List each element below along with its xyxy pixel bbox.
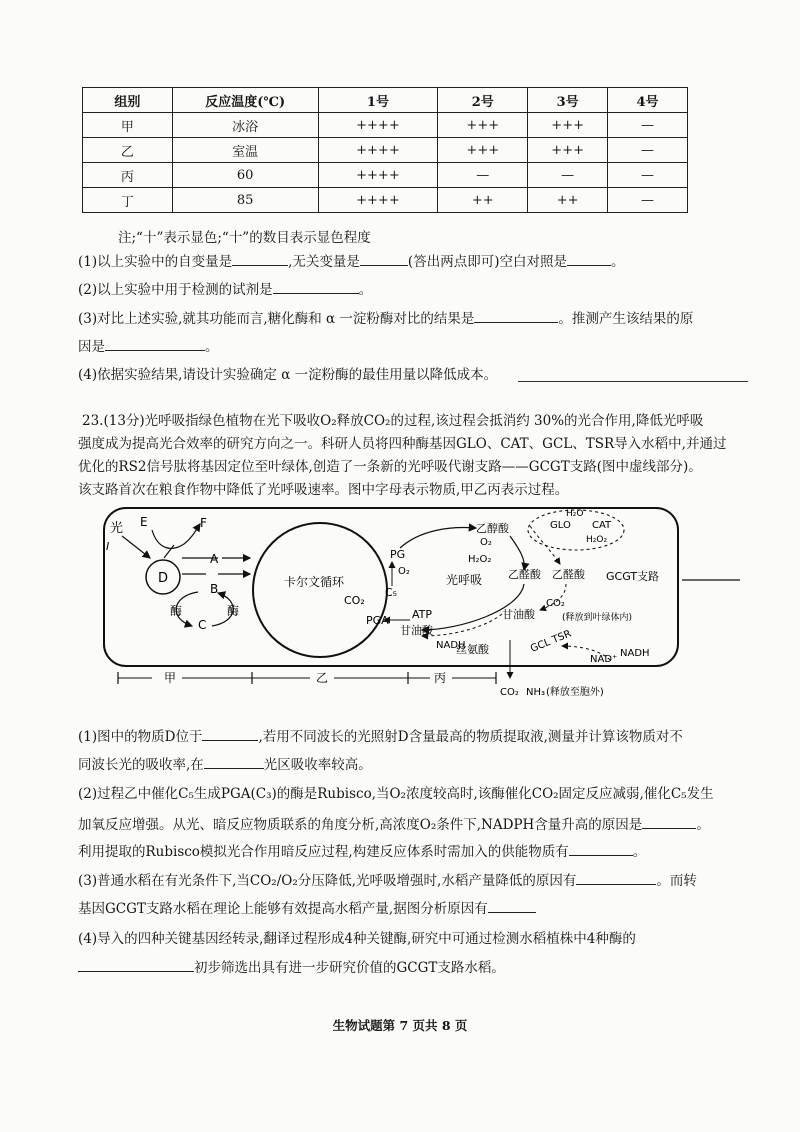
dashed-arrow xyxy=(530,526,560,564)
table-header-cell: 2号 xyxy=(438,88,528,113)
punct: 。 xyxy=(205,339,219,355)
table-cell: +++ xyxy=(528,138,608,163)
table-cell: ++++ xyxy=(318,188,438,213)
nadh-left: NADH xyxy=(436,640,466,651)
q22-item-2-text: (2)以上实验中用于检测的试剂是 xyxy=(78,282,273,298)
table-cell: 丙 xyxy=(83,163,173,188)
o2-top: O₂ xyxy=(480,537,492,548)
q23-item-3-text: (3)普通水稻在有光条件下,当CO₂/O₂分压降低,光呼吸增强时,水稻产量降低的原因有 xyxy=(78,873,577,889)
light-label: 光 xyxy=(110,521,124,536)
table-cell: — xyxy=(528,163,608,188)
calvin-cycle-circle xyxy=(253,523,387,657)
q23-item-2-text: 利用提取的Rubisco模拟光合作用暗反应过程,构建反应体系时需加入的供能物质有 xyxy=(78,844,569,860)
q22-item-3-cont xyxy=(78,337,219,356)
punct: 。 xyxy=(696,817,710,833)
enzyme-left: 酶 xyxy=(170,604,183,618)
h2o2-top: H₂O₂ xyxy=(586,535,608,545)
release-out: (释放至胞外) xyxy=(546,687,604,698)
q22-item-1-text-c: (答出两点即可)空白对照是 xyxy=(407,254,567,270)
q22-item-3-text-c: 因是 xyxy=(78,339,105,355)
substance-a: A xyxy=(210,552,219,566)
punct: 。 xyxy=(632,844,647,860)
q23-item-1 xyxy=(78,727,683,746)
glo-label: GLO xyxy=(550,520,571,531)
answer-blank[interactable] xyxy=(204,755,264,769)
table-cell: — xyxy=(608,188,688,213)
table-cell: — xyxy=(608,163,688,188)
table-header-cell: 1号 xyxy=(318,88,438,113)
light-arrow xyxy=(122,536,150,558)
substance-f: F xyxy=(200,516,207,530)
q23-intro-line: 23.(13分)光呼吸指绿色植物在光下吸收O₂释放CO₂的过程,该过程会抵消约 30%的光合作用,降低光呼吸 xyxy=(82,413,704,429)
process-bing: 丙 xyxy=(434,671,447,685)
cat-label: CAT xyxy=(592,520,612,531)
table-cell: 乙 xyxy=(83,138,173,163)
q23-item-3-text-b: 。而转 xyxy=(656,873,697,889)
calvin-cycle-label: 卡尔文循环 xyxy=(284,575,345,589)
co2-mid: CO₂ xyxy=(546,598,565,609)
answer-blank[interactable] xyxy=(202,727,258,741)
co2-calvin: CO₂ xyxy=(344,594,365,607)
answer-blank[interactable] xyxy=(105,337,205,351)
pga-label: PGA xyxy=(366,614,389,627)
atp-label: ATP xyxy=(412,608,433,621)
q23-intro-line: 优化的RS2信号肽将基因定位至叶绿体,创造了一条新的光呼吸代谢支路——GCGT支路(图中虚线部分)。 xyxy=(78,459,702,475)
results-table xyxy=(82,87,688,213)
nad-label: NAD⁺ xyxy=(590,654,618,665)
answer-blank[interactable] xyxy=(273,280,359,294)
table-header-cell: 反应温度(℃) xyxy=(172,88,318,113)
branch-note: (释放到叶绿体内) xyxy=(562,613,633,623)
answer-blank[interactable] xyxy=(474,309,558,323)
q23-item-3-line-1 xyxy=(78,871,697,890)
serine-label: 丝氨酸 xyxy=(456,643,489,656)
table-cell: 甲 xyxy=(83,113,173,138)
e-to-f-arrow xyxy=(152,524,200,548)
q22-item-1 xyxy=(78,252,624,271)
pg-to-glycolate-arrow xyxy=(400,528,476,548)
q23-item-3-line-2 xyxy=(78,899,536,918)
table-row xyxy=(83,113,688,138)
table-row xyxy=(83,138,688,163)
table-header-cell: 组别 xyxy=(83,88,173,113)
q23-item-1-text-b: ,若用不同波长的光照射D含量最高的物质提取液,测量并计算该物质对不 xyxy=(258,729,683,745)
table-cell: ++ xyxy=(528,188,608,213)
answer-blank[interactable] xyxy=(642,815,696,829)
q23-item-1-text-a: (1)图中的物质D位于 xyxy=(78,729,203,745)
enzyme-right: 酶 xyxy=(227,604,240,618)
table-header-row xyxy=(83,88,688,113)
glyoxylate-right: 乙醛酸 xyxy=(552,568,585,581)
co2-bottom: CO₂ xyxy=(500,687,519,698)
glycerate-left: 甘油酸 xyxy=(400,624,433,637)
q22-item-3-text-a: (3)对比上述实验,就其功能而言,糖化酶和 α 一淀粉酶对比的结果是 xyxy=(78,311,475,327)
q23-item-1-text-c: 同波长光的吸收率,在 xyxy=(78,757,204,773)
q22-item-1-text-a: (1)以上实验中的自变量是 xyxy=(78,254,233,270)
table-cell: 室温 xyxy=(172,138,318,163)
mark-label: I xyxy=(106,540,110,553)
table-cell: 冰浴 xyxy=(172,113,318,138)
nh3-label: NH₃ xyxy=(526,687,546,698)
q23-item-4-text: 初步筛选出具有进一步研究价值的GCGT支路水稻。 xyxy=(194,960,505,976)
table-cell: ++ xyxy=(438,188,528,213)
table-note: 注;“十”表示显色;“十”的数目表示显色程度 xyxy=(118,230,371,246)
table-cell: ++++ xyxy=(318,163,438,188)
table-cell: +++ xyxy=(438,113,528,138)
table-row xyxy=(83,188,688,213)
q22-item-3 xyxy=(78,309,693,328)
table-cell: +++ xyxy=(438,138,528,163)
q23-intro-line: 强度成为提高光合效率的研究方向之一。科研人员将四种酶基因GLO、CAT、GCL、TSR导入水稻中,并通过 xyxy=(78,436,727,452)
process-yi: 乙 xyxy=(316,671,329,685)
q22-item-1-text-b: ,无关变量是 xyxy=(288,254,360,270)
table-cell: 丁 xyxy=(83,188,173,213)
answer-blank[interactable] xyxy=(232,252,288,266)
page-footer: 生物试题第 7 页共 8 页 xyxy=(332,1018,468,1033)
q23-item-4-line-1: (4)导入的四种关键基因经转录,翻译过程形成4种关键酶,研究中可通过检测水稻植株中4种酶的 xyxy=(78,931,636,947)
answer-line[interactable] xyxy=(518,381,748,382)
q22-item-2 xyxy=(78,280,372,299)
c5-label: C₅ xyxy=(385,586,398,599)
gcl-tsr-label: GCL TSR xyxy=(529,628,573,655)
answer-blank[interactable] xyxy=(567,252,611,266)
q23-item-1-text-d: 光区吸收率较高。 xyxy=(263,757,372,773)
q23-item-2-line-1: (2)过程乙中催化C₅生成PGA(C₃)的酶是Rubisco,当O₂浓度较高时,该酶催化CO₂固定反应减弱,催化C₅发生 xyxy=(78,786,714,802)
table-row xyxy=(83,163,688,188)
o2-pg: O₂ xyxy=(398,566,410,577)
substance-d: D xyxy=(158,571,169,586)
h2o-top: H₂O xyxy=(566,509,584,519)
table-cell: 60 xyxy=(172,163,318,188)
photorespiration-label: 光呼吸 xyxy=(446,573,483,587)
q23-item-1-cont xyxy=(78,755,372,774)
q23-intro xyxy=(78,410,750,502)
q23-item-2-line-2 xyxy=(78,815,710,834)
table-header-cell: 4号 xyxy=(608,88,688,113)
substance-c: C xyxy=(198,618,207,632)
table-cell: 85 xyxy=(172,188,318,213)
h2o2-mid: H₂O₂ xyxy=(468,554,492,565)
q23-item-4-line-2 xyxy=(78,958,505,977)
nadh-right: NADH xyxy=(620,648,650,659)
punct: 。 xyxy=(610,254,625,270)
substance-e: E xyxy=(140,515,148,529)
glyoxylate-return-arrow xyxy=(422,584,524,630)
gcgt-pathway-diagram xyxy=(100,500,750,700)
q23-item-2-line-3 xyxy=(78,842,646,861)
punct: 。 xyxy=(358,282,373,298)
q22-item-4: (4)依据实验结果,请设计实验确定 α 一淀粉酶的最佳用量以降低成本。 xyxy=(78,367,498,383)
answer-blank[interactable] xyxy=(576,871,656,885)
glycerate-mid: 甘油酸 xyxy=(502,608,535,621)
q23-intro-line: 该支路首次在粮食作物中降低了光呼吸速率。图中字母表示物质,甲乙丙表示过程。 xyxy=(78,482,569,498)
table-cell: — xyxy=(608,138,688,163)
answer-blank[interactable] xyxy=(569,842,633,856)
glycolate-top: 乙醇酸 xyxy=(476,522,509,535)
pg-label: PG xyxy=(390,548,406,561)
glyoxylate-mid: 乙醛酸 xyxy=(508,568,541,581)
glycolate-to-glyoxylate-arrow xyxy=(510,536,524,570)
q23-item-2-text: 加氧反应增强。从光、暗反应物质联系的角度分析,高浓度O₂条件下,NADPH含量升高的原因是 xyxy=(78,817,643,833)
table-cell: ++++ xyxy=(318,113,438,138)
table-cell: ++++ xyxy=(318,138,438,163)
answer-blank[interactable] xyxy=(78,958,194,972)
substance-b: B xyxy=(210,582,219,596)
table-cell: +++ xyxy=(528,113,608,138)
process-jia: 甲 xyxy=(164,671,177,685)
answer-blank[interactable] xyxy=(360,252,408,266)
table-header-cell: 3号 xyxy=(528,88,608,113)
answer-blank[interactable] xyxy=(488,899,536,913)
table-cell: — xyxy=(608,113,688,138)
q22-item-3-text-b: 。推测产生该结果的原 xyxy=(558,311,694,327)
gcgt-branch-label: GCGT支路 xyxy=(606,570,660,583)
q23-item-3-text-c: 基因GCGT支路水稻在理论上能够有效提高水稻产量,据图分析原因有 xyxy=(78,901,488,917)
table-cell: — xyxy=(438,163,528,188)
